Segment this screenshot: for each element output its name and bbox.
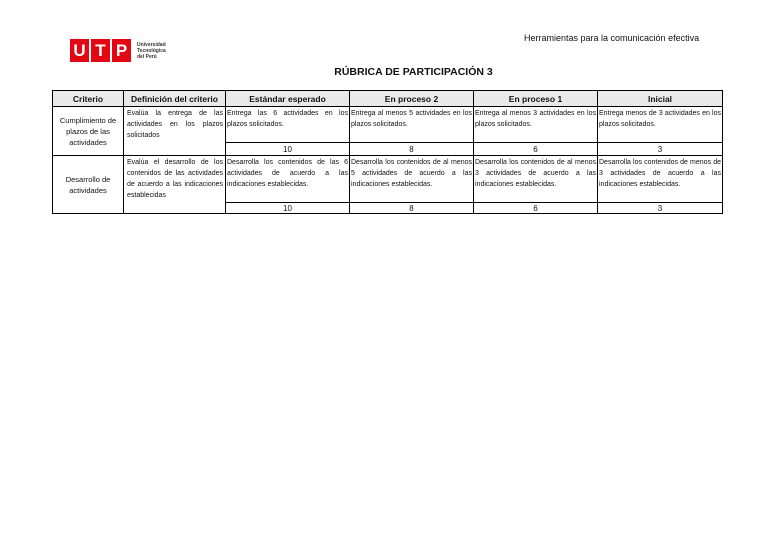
column-header-definicion: Definición del criterio: [124, 91, 226, 107]
logo-subtitle: Universidad Tecnológica del Perú: [137, 41, 166, 60]
criterion-cell: Cumplimiento de plazos de las actividades: [53, 107, 124, 156]
level-cell: Entrega al menos 3 actividades en los plazos solicitados.: [474, 107, 598, 143]
column-header-estandar: Estándar esperado: [226, 91, 350, 107]
column-header-inicial: Inicial: [598, 91, 723, 107]
column-header-proceso-1: En proceso 1: [474, 91, 598, 107]
level-cell: Entrega menos de 3 actividades en los plazos solicitados.: [598, 107, 723, 143]
table-row: [53, 107, 723, 143]
level-cell: Desarrolla los contenidos de al menos 3 actividades de acuerdo a las indicaciones establecidas.: [474, 156, 598, 203]
score-cell: 3: [598, 143, 723, 156]
definition-cell: Evalúa el desarrollo de los contenidos de las actividades de acuerdo a las indicaciones establecidas: [124, 156, 226, 214]
utp-logo: [70, 39, 169, 62]
level-cell: Desarrolla los contenidos de las 6 actividades de acuerdo a las indicaciones establecidas.: [226, 156, 350, 203]
column-header-criterio: Criterio: [53, 91, 124, 107]
document-title: RÚBRICA DE PARTICIPACIÓN 3: [334, 66, 493, 78]
level-cell: Entrega las 6 actividades en los plazos solicitados.: [226, 107, 350, 143]
logo-letter-u: U: [70, 39, 89, 62]
score-cell: 6: [474, 143, 598, 156]
score-cell: 8: [350, 143, 474, 156]
column-header-proceso-2: En proceso 2: [350, 91, 474, 107]
level-cell: Entrega al menos 5 actividades en los plazos solicitados.: [350, 107, 474, 143]
logo-letter-t: T: [91, 39, 110, 62]
rubric-table: [52, 90, 723, 214]
table-row: [53, 156, 723, 203]
score-cell: 10: [226, 203, 350, 214]
level-cell: Desarrolla los contenidos de al menos 5 actividades de acuerdo a las indicaciones establecidas.: [350, 156, 474, 203]
course-title: Herramientas para la comunicación efectiva: [524, 33, 700, 43]
score-cell: 8: [350, 203, 474, 214]
score-cell: 10: [226, 143, 350, 156]
table-header-row: [53, 91, 723, 107]
score-cell: 6: [474, 203, 598, 214]
level-cell: Desarrolla los contenidos de menos de 3 actividades de acuerdo a las indicaciones establecidas.: [598, 156, 723, 203]
logo-letter-p: P: [112, 39, 131, 62]
criterion-cell: Desarrollo de actividades: [53, 156, 124, 214]
score-cell: 3: [598, 203, 723, 214]
definition-cell: Evalúa la entrega de las actividades en los plazos solicitados: [124, 107, 226, 156]
